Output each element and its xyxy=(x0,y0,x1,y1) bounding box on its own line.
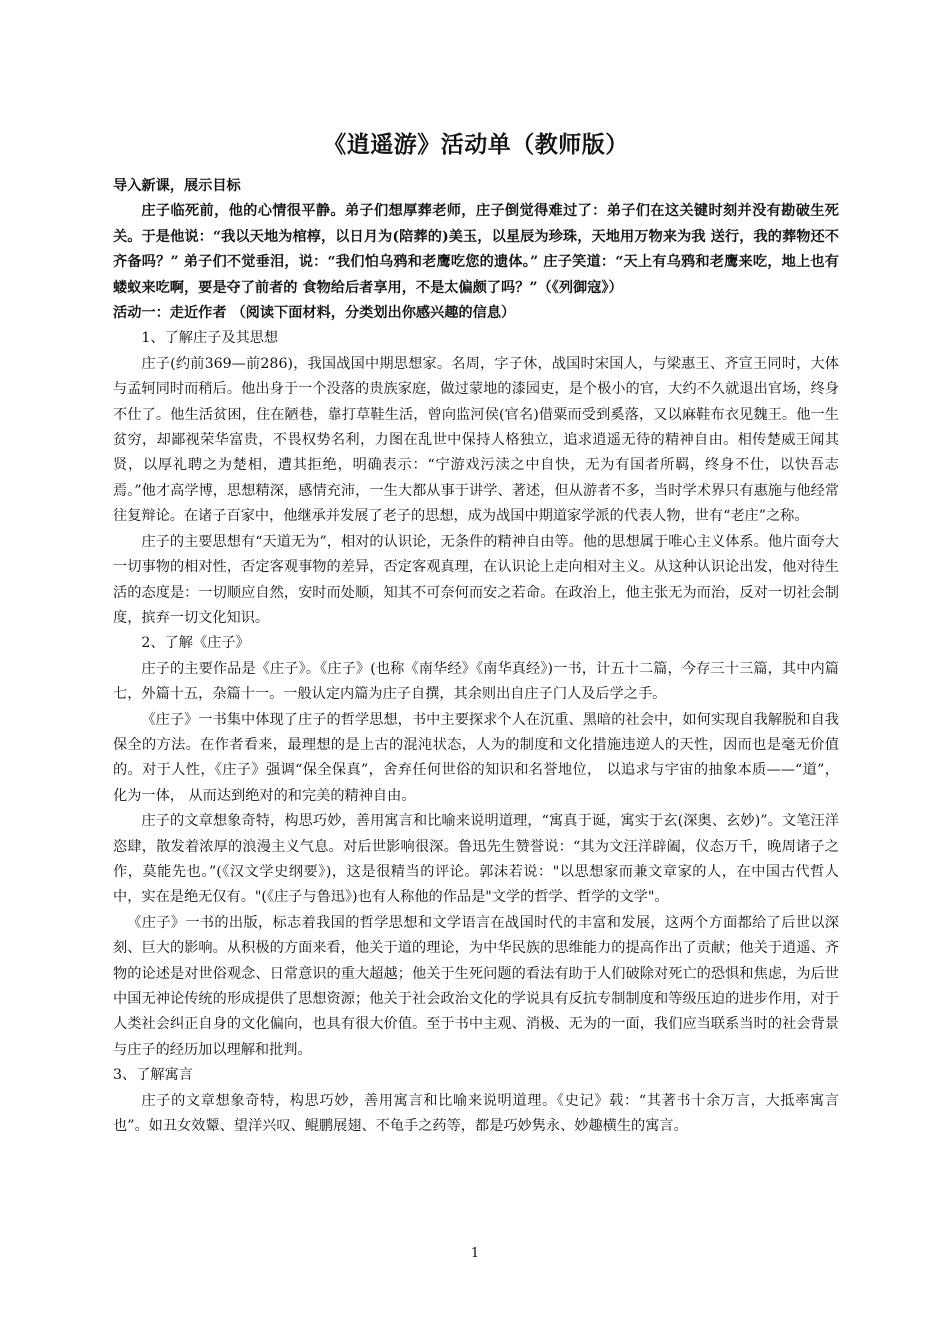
section2-paragraph-3: 庄子的文章想象奇特，构思巧妙，善用寓言和比喻来说明道理，“寓真于诞，寓实于玄(深奥、玄妙)”。文笔汪洋恣肆，散发着浓厚的浪漫主义气息。对后世影响很深。鲁迅先生赞誉说：“其为文汪洋辟阖，仪态万千，晚周诸子之作，莫能先也。”(《汉文学史纲要》)，这是很精当的评论。郭沫若说："以思想家而兼文章家的人，在中国古代哲人中，实在是绝无仅有。"(《庄子与鲁迅》)也有人称他的作品是"文学的哲学、哲学的文学"。 xyxy=(113,813,839,906)
activity1-heading: 活动一：走近作者 （阅读下面材料，分类划出你感兴趣的信息） xyxy=(113,305,516,322)
section1-paragraph-1: 庄子(约前369—前286)，我国战国中期思想家。名周，字子休，战国时宋国人，与梁惠王、齐宣王同时，大体与孟轲同时而稍后。他出身于一个没落的贵族家庭，做过蒙地的漆园吏，是个极小的官，大约不久就退出官场，终身不仕了。他生活贫困，住在陋巷，靠打草鞋生活，曾向监河侯(官名)借粟而受到奚落，又以麻鞋布衣见魏王。他一生贫穷，却鄙视荣华富贵，不畏权势名利，力图在乱世中保持人格独立，追求逍遥无待的精神自由。相传楚威王闻其贤，以厚礼聘之为楚相，遭其拒绝，明确表示：“宁游戏污渎之中自快，无为有国者所羁，终身不仕，以快吾志焉。”他才高学博，思想精深，感情充沛，一生大都从事于讲学、著述，但从游者不多，当时学术界只有惠施与他经常往复辩论。在诸子百家中，他继承并发展了老子的思想，成为战国中期道家学派的代表人物，世有“老庄”之称。 xyxy=(113,355,839,525)
section2-heading: 2、了解《庄子》 xyxy=(141,635,250,652)
section1-heading: 1、了解庄子及其思想 xyxy=(141,330,279,347)
section2-paragraph-2: 《庄子》一书集中体现了庄子的哲学思想，书中主要探求个人在沉重、黑暗的社会中，如何实现自我解脱和自我保全的方法。在作者看来，最理想的是上古的混沌状态，人为的制度和文化措施违逆人的天性，因而也是毫无价值的。对于人性，《庄子》强调“保全保真”，舍弃任何世俗的知识和名誉地位， 以追求与宇宙的抽象本质——“道”， 化为一体， 从而达到绝对的和完美的精神自由。 xyxy=(113,711,839,804)
section2-paragraph-4: 《庄子》一书的出版，标志着我国的哲学思想和文学语言在战国时代的丰富和发展，这两个方面都给了后世以深刻、巨大的影响。从积极的方面来看，他关于道的理论，为中华民族的思维能力的提高作出了贡献；他关于逍遥、齐物的论述是对世俗观念、日常意识的重大超越；他关于生死问题的看法有助于人们破除对死亡的恐惧和焦虑，为后世中国无神论传统的形成提供了思想资源；他关于社会政治文化的学说具有反抗专制制度和等级压迫的进步作用，对于人类社会纠正自身的文化偏向，也具有很大价值。至于书中主观、消极、无为的一面，我们应当联系当时的社会背景与庄子的经历加以理解和批判。 xyxy=(113,914,839,1058)
intro-story-paragraph: 庄子临死前，他的心情很平静。弟子们想厚葬老师，庄子倒觉得难过了：弟子们在这关键时刻并没有勘破生死关。于是他说：“我以天地为棺椁，以日月为(陪葬的)美玉，以星辰为珍珠，天地用万物来为我 送行，我的葬物还不齐备吗？” 弟子们不觉垂泪，说：“我们怕乌鸦和老鹰吃您的遗体。” 庄子笑道：“天上有乌鸦和老鹰来吃，地上也有蝼蚁来吃啊，要是夺了前者的 食物给后者享用，不是太偏颇了吗？”（《列御寇》） xyxy=(113,203,839,296)
section1-paragraph-2: 庄子的主要思想有“天道无为”，相对的认识论，无条件的精神自由等。他的思想属于唯心主义体系。他片面夸大一切事物的相对性，否定客观事物的差异，否定客观真理，在认识论上走向相对主义。从这种认识论出发，他对待生活的态度是：一切顺应自然，安时而处顺，知其不可奈何而安之若命。在政治上，他主张无为而治，反对一切社会制度，摈弃一切文化知识。 xyxy=(113,533,839,626)
document-body xyxy=(113,128,839,1139)
section3-paragraph-1: 庄子的文章想象奇特，构思巧妙，善用寓言和比喻来说明道理。《史记》载：“其著书十余万言，大抵率寓言也”。如丑女效颦、望洋兴叹、鲲鹏展翅、不龟手之药等，都是巧妙隽永、妙趣横生的寓言。 xyxy=(113,1092,839,1135)
page-number: 1 xyxy=(470,1246,480,1261)
document-title: 《逍遥游》活动单（教师版） xyxy=(323,132,629,158)
section2-paragraph-1: 庄子的主要作品是《庄子》。《庄子》(也称《南华经》《南华真经》)一书，计五十二篇，今存三十三篇，其中内篇七，外篇十五，杂篇十一。一般认定内篇为庄子自撰，其余则出自庄子门人及后学之手。 xyxy=(113,660,839,703)
intro-heading: 导入新课，展示目标 xyxy=(113,178,241,194)
section3-heading: 3、了解寓言 xyxy=(113,1067,193,1084)
